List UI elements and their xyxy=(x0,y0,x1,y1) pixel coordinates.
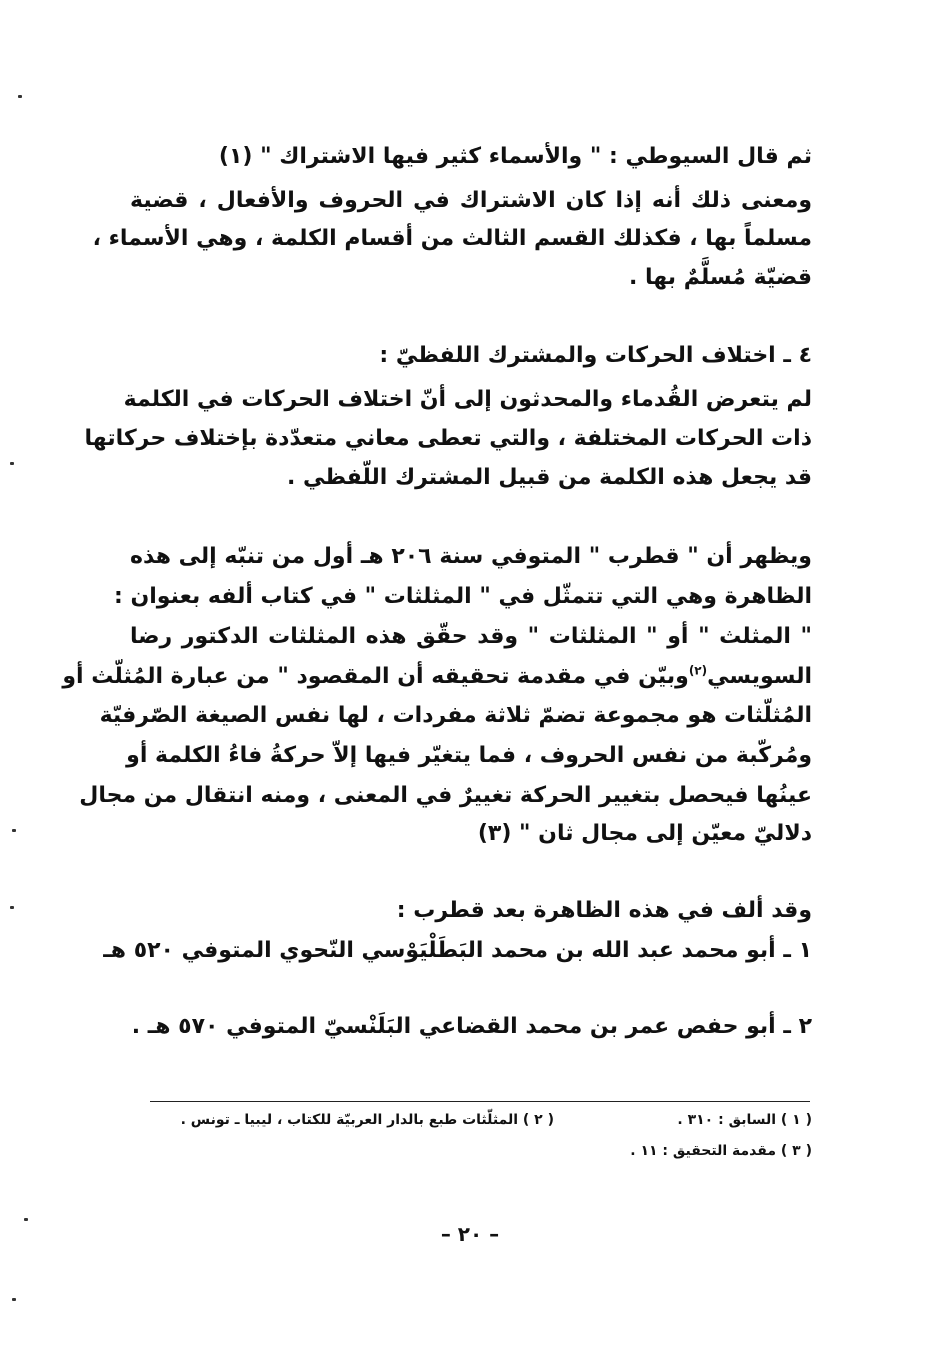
text-line: دلاليّ معيّن إلى مجال ثان " (٣) xyxy=(477,821,812,846)
text-line: مسلماً بها ، فكذلك القسم الثالث من أقسام الكلمة ، وهي الأسماء ، xyxy=(92,226,812,251)
scan-speck xyxy=(18,95,22,98)
text-line: قد يجعل هذه الكلمة من قبيل المشترك اللّفظي . xyxy=(286,465,812,490)
text-line: ومعنى ذلك أنه إذا كان الاشتراك في الحروف والأفعال ، قضية xyxy=(130,188,812,213)
text-line: قضيّة مُسلَّمٌ بها . xyxy=(628,265,812,290)
text-line: الظاهرة وهي التي تتمثّل في " المثلثات " في كتاب ألفه بعنوان : xyxy=(114,584,812,609)
footnote: ( ٢ ) المثلّثات طبع بالدار العربيّة للكتاب ، ليبيا ـ تونس . xyxy=(180,1112,554,1128)
scan-speck xyxy=(10,462,14,465)
text-line: وقد ألف في هذه الظاهرة بعد قطرب : xyxy=(396,898,812,923)
footnote-marker: (٢) xyxy=(688,663,708,678)
text-line: عينُها فيحصل بتغيير الحركة تغييرٌ في المعنى ، ومنه انتقال من مجال xyxy=(79,783,812,808)
text-fragment: السويسي xyxy=(707,664,812,689)
list-item: ٢ ـ أبو حفص عمر بن محمد القضاعي البَلَنْسيّ المتوفي ٥٧٠ هـ . xyxy=(131,1014,812,1039)
section-heading: ٤ ـ اختلاف الحركات والمشترك اللفظيّ : xyxy=(379,343,812,368)
scan-speck xyxy=(12,1298,16,1301)
text-line: ومُركّبة من نفس الحروف ، فما يتغيّر فيها إلاّ حركةُ فاءُ الكلمة أو xyxy=(126,743,812,768)
footnote-divider xyxy=(150,1101,810,1102)
page-number: – ٢٠ – xyxy=(440,1222,500,1246)
text-line: ويظهر أن " قطرب " المتوفي سنة ٢٠٦ هـ أول من تنبّه إلى هذه xyxy=(130,544,812,569)
scan-speck xyxy=(24,1218,28,1221)
text-line: لم يتعرض القُدماء والمحدثون إلى أنّ اختلاف الحركات في الكلمة xyxy=(123,387,812,412)
text-line xyxy=(62,660,812,694)
scan-speck xyxy=(10,906,14,909)
text-fragment: وبيّن في مقدمة تحقيقه أن المقصود " من عبارة المُثلّث أو xyxy=(62,664,689,689)
text-line: المُثلّثات هو مجموعة تضمّ ثلاثة مفردات ، لها نفس الصيغة الصّرفيّة xyxy=(99,703,812,728)
list-item: ١ ـ أبو محمد عبد الله بن محمد البَطَلْيَوْسي النّحوي المتوفي ٥٢٠ هـ xyxy=(103,938,812,963)
text-line: ذات الحركات المختلفة ، والتي تعطى معاني متعدّدة بإختلاف حركاتها xyxy=(84,426,812,451)
footnote: ( ٣ ) مقدمة التحقيق : ١١ . xyxy=(630,1143,812,1159)
text-line: ثم قال السيوطي : " والأسماء كثير فيها الاشتراك " (١) xyxy=(218,144,812,169)
text-line: " المثلث " أو " المثلثات " وقد حقّق هذه المثلثات الدكتور رضا xyxy=(130,624,812,649)
scan-speck xyxy=(12,829,16,832)
footnote: ( ١ ) السابق : ٣١٠ . xyxy=(677,1112,812,1128)
